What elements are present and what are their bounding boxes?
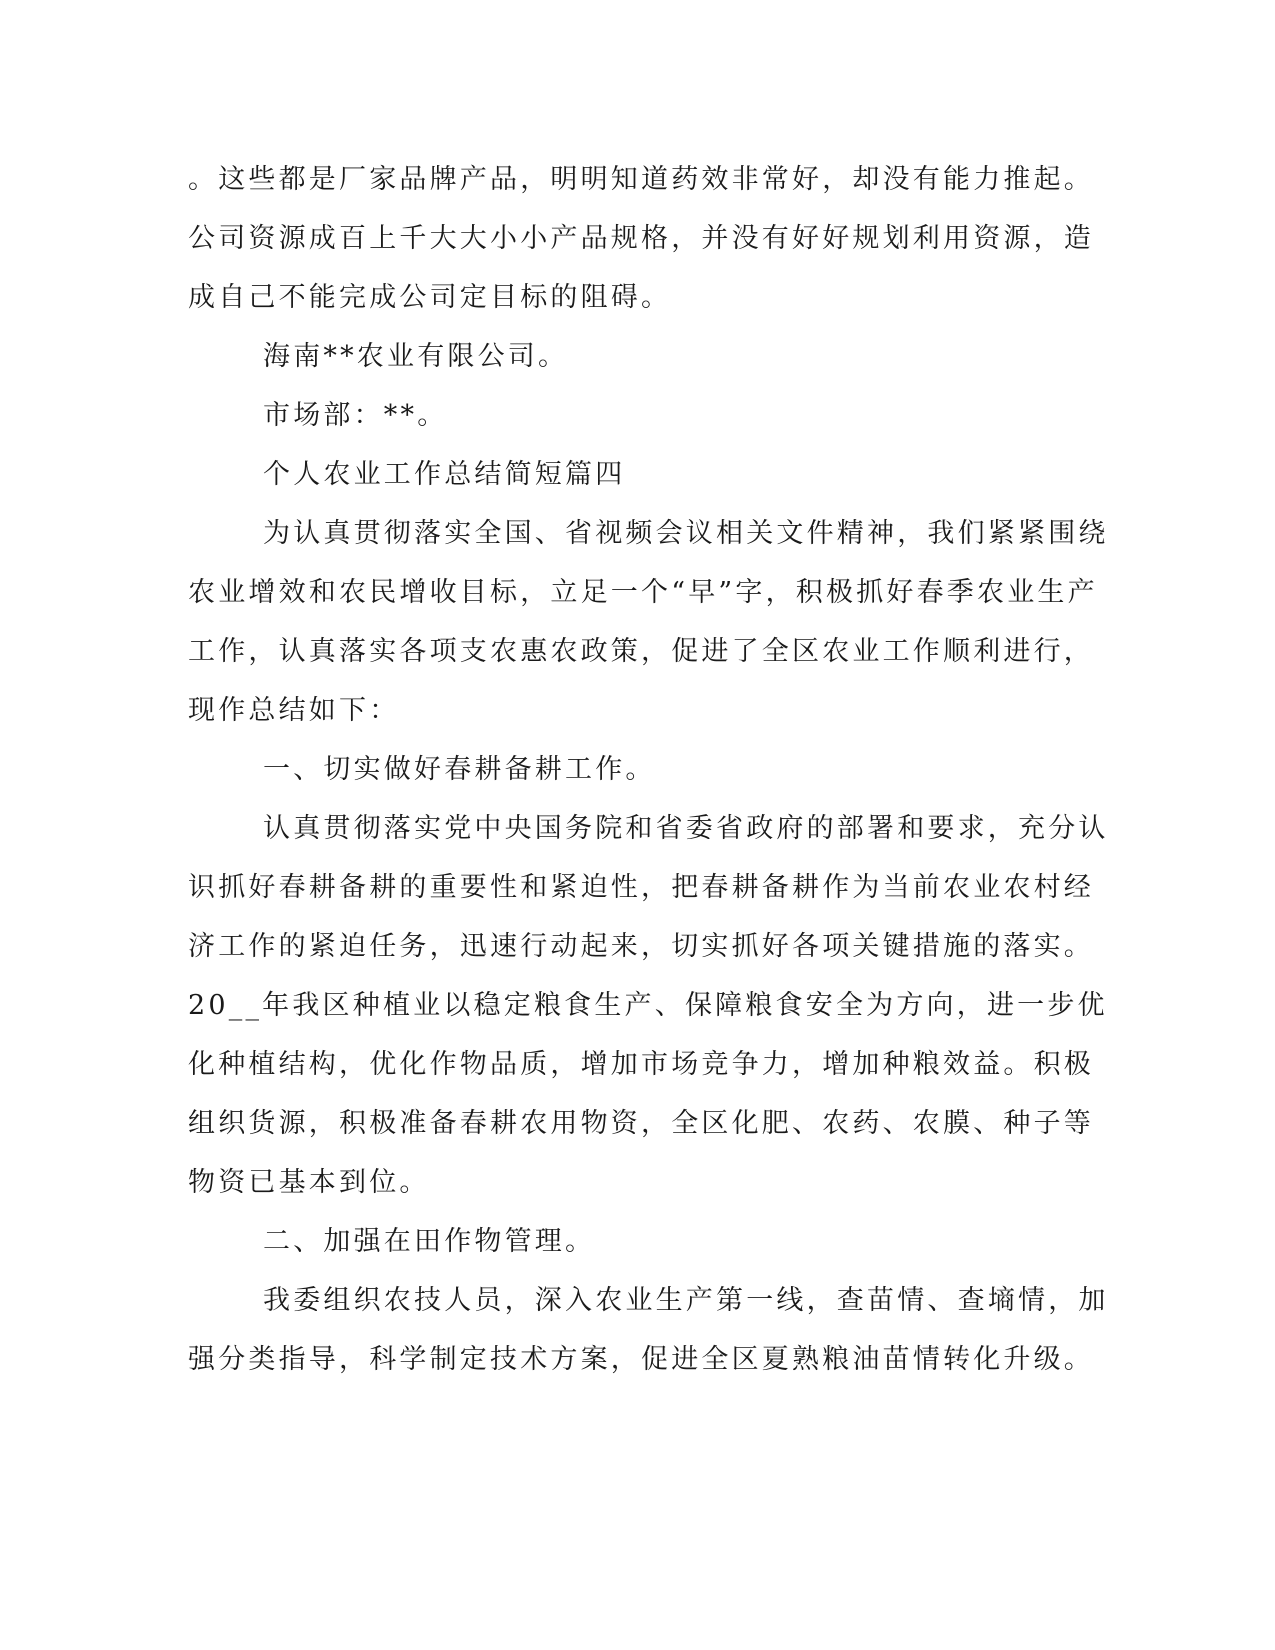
paragraph-line: 化种植结构，优化作物品质，增加市场竞争力，增加种粮效益。积极 bbox=[188, 1049, 1094, 1080]
company-name-line: 海南**农业有限公司。 bbox=[263, 341, 569, 372]
paragraph-line: 强分类指导，科学制定技术方案，促进全区夏熟粮油苗情转化升级。 bbox=[188, 1344, 1094, 1375]
paragraph-line: 农业增效和农民增收目标，立足一个“早”字，积极抓好春季农业生产 bbox=[188, 577, 1098, 608]
paragraph-line: 工作，认真落实各项支农惠农政策，促进了全区农业工作顺利进行， bbox=[188, 636, 1094, 667]
paragraph-line: 认真贯彻落实党中央国务院和省委省政府的部署和要求，充分认 bbox=[263, 813, 1109, 844]
department-line: 市场部：**。 bbox=[263, 400, 448, 431]
paragraph-line: 济工作的紧迫任务，迅速行动起来，切实抓好各项关键措施的落实。 bbox=[188, 931, 1094, 962]
subheading: 二、加强在田作物管理。 bbox=[263, 1226, 596, 1257]
paragraph-line: 现作总结如下： bbox=[188, 695, 400, 726]
paragraph-line: 物资已基本到位。 bbox=[188, 1167, 430, 1198]
paragraph-line: 组织货源，积极准备春耕农用物资，全区化肥、农药、农膜、种子等 bbox=[188, 1108, 1094, 1139]
paragraph-line: 20__年我区种植业以稳定粮食生产、保障粮食安全为方向，进一步优 bbox=[188, 990, 1108, 1021]
paragraph-line: 识抓好春耕备耕的重要性和紧迫性，把春耕备耕作为当前农业农村经 bbox=[188, 872, 1094, 903]
paragraph-line: 公司资源成百上千大大小小产品规格，并没有好好规划利用资源，造 bbox=[188, 223, 1094, 254]
paragraph-line: 。这些都是厂家品牌产品，明明知道药效非常好，却没有能力推起。 bbox=[188, 164, 1094, 195]
subheading: 一、切实做好春耕备耕工作。 bbox=[263, 754, 656, 785]
section-title: 个人农业工作总结简短篇四 bbox=[263, 459, 626, 490]
paragraph-line: 为认真贯彻落实全国、省视频会议相关文件精神，我们紧紧围绕 bbox=[263, 518, 1109, 549]
paragraph-line: 成自己不能完成公司定目标的阻碍。 bbox=[188, 282, 672, 313]
paragraph-line: 我委组织农技人员，深入农业生产第一线，查苗情、查墒情，加 bbox=[263, 1285, 1109, 1316]
